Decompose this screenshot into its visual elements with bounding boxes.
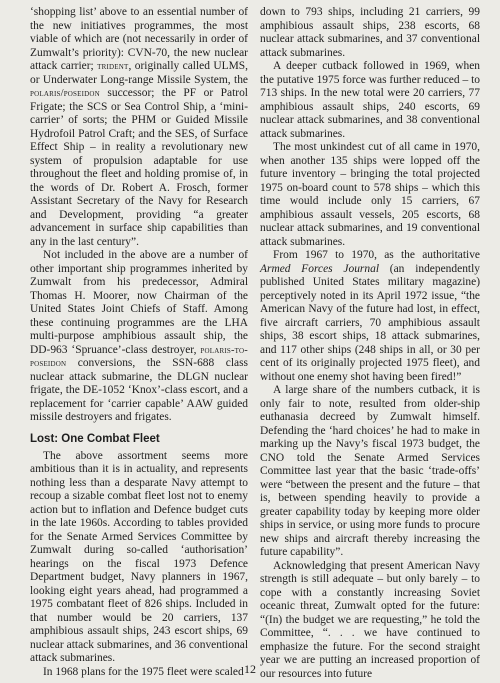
paragraph: down to 793 ships, including 21 carriers, 99 amphibious assault ships, 238 escorts, 68 nuclear attack submarines, and 37 conventional attack submarines.	[260, 6, 480, 59]
polaris-poseidon-term: polaris/poseidon	[30, 88, 100, 99]
paragraph: A large share of the numbers cutback, it is only fair to note, resulted from older-ship euthanasia decreed by Zumwalt himself. Defending the ‘hard choices’ he had to make in marking up the Navy’s fiscal 1973 budget, the CNO told the Senate Armed Services Committee last year that the basic ‘trade-offs’ were “between the present and the future – that is, between spending heavily to provide a greater capability today by keeping more older ships in service, or using more funds to procure new ships and aircraft thereby increasing the future capability”.	[260, 384, 480, 558]
left-column	[30, 6, 248, 679]
paragraph: Acknowledging that present American Navy strength is still adequate – but only barely – to cope with a constantly increasing Soviet oceanic threat, Zumwalt opted for the future: “(In) the budget we are requesting,” he told the Committee, “. . . we have continued to emphasize the future. For the second straight year we are putting an increased proportion of our resources into future	[260, 559, 480, 680]
paragraph: The above assortment seems more ambitious than it is in actuality, and represents nothing less than a desparate Navy attempt to recoup a sizable combat fleet lost not to enemy action but to inflation and Defence budget cuts in the late 1960s. According to tables provided for the Senate Armed Services Committee by Zumwalt during so-called ‘authorisation’ hearings on the fiscal 1973 Defence Department budget, Navy planners in 1967, looking eight years ahead, had programmed a 1975 combatant fleet of 826 ships. Included in that number would be 20 carriers, 137 amphibious assault ships, 243 escort ships, 69 nuclear attack submarines, and 36 conventional attack submarines.	[30, 449, 248, 664]
right-column	[260, 6, 480, 681]
trident-term: trident	[97, 61, 129, 72]
paragraph: ‘shopping list’ above to an essential number of the new initiatives programmes, the most viable of which are (not necessarily in order of Zumwalt’s priority): CVN-70, the new nuclear attack carrier; trident, originally called ULMS, or Underwater Long-range Missile System, the polaris/poseidon successor; the PF or Patrol Frigate; the SCS or Sea Control Ship, a ‘mini-carrier’ of sorts; the PHM or Guided Missile Hydrofoil Patrol Craft; and the SES, of Surface Effect Ship – in reality a revolutionary new system of propulsion adaptable for use throughout the fleet and holding promise of, in the words of Dr. Robert A. Frosch, former Assistant Secretary of the Navy for Research and Development, providing “a greater advancement in surface ship capabilities than any in the last century”.	[30, 6, 248, 248]
paragraph: A deeper cutback followed in 1969, when the putative 1975 force was further reduced – to 713 ships. In the new total were 20 carriers, 77 amphibious assault ships, 240 escorts, 69 nuclear attack submarines, and 38 conventional attack submarines.	[260, 60, 480, 140]
paragraph: Not included in the above are a number of other important ship programmes inherited by Zumwalt from his predecessor, Admiral Thomas H. Moorer, now Chairman of the United States Joint Chiefs of Staff. Among these continuing programmes are the LHA multi-purpose amphibious assault ship, the DD-963 ‘Spruance’-class destroyer, polaris-to-poseidon conversions, the SSN-688 class nuclear attack submarine, the DLGN nuclear frigate, the DE-1052 ‘Knox’-class escort, and a replacement for ‘carrier capable’ AAW guided missile destroyers and frigates.	[30, 249, 248, 423]
journal-title: Armed Forces Journal	[260, 262, 379, 275]
paragraph: From 1967 to 1970, as the authoritative Armed Forces Journal (an independently published United States military magazine) perceptively noted in its April 1972 issue, “the American Navy of the future had lost, in effect, five aircraft carriers, 70 amphibious assault ships, 38 escort ships, 18 attack submarines, and 117 other ships (248 ships in all, or 30 per cent of its originally projected 1975 fleet), and without one enemy shot having been fired!”	[260, 249, 480, 383]
paragraph: In 1968 plans for the 1975 fleet were scaled	[43, 665, 244, 678]
page-number: 12	[244, 662, 256, 676]
polaris-to-poseidon-term: polaris-to-poseidon	[30, 344, 248, 369]
paragraph: The most unkindest cut of all came in 1970, when another 135 ships were lopped off the future inventory – bringing the total projected 1975 on-board count to 578 ships – which this time would include only 15 carriers, 67 amphibious assault vessels, 205 escorts, 68 nuclear attack submarines, and 19 conventional attack submarines.	[260, 141, 480, 248]
section-subheading: Lost: One Combat Fleet	[30, 432, 160, 445]
